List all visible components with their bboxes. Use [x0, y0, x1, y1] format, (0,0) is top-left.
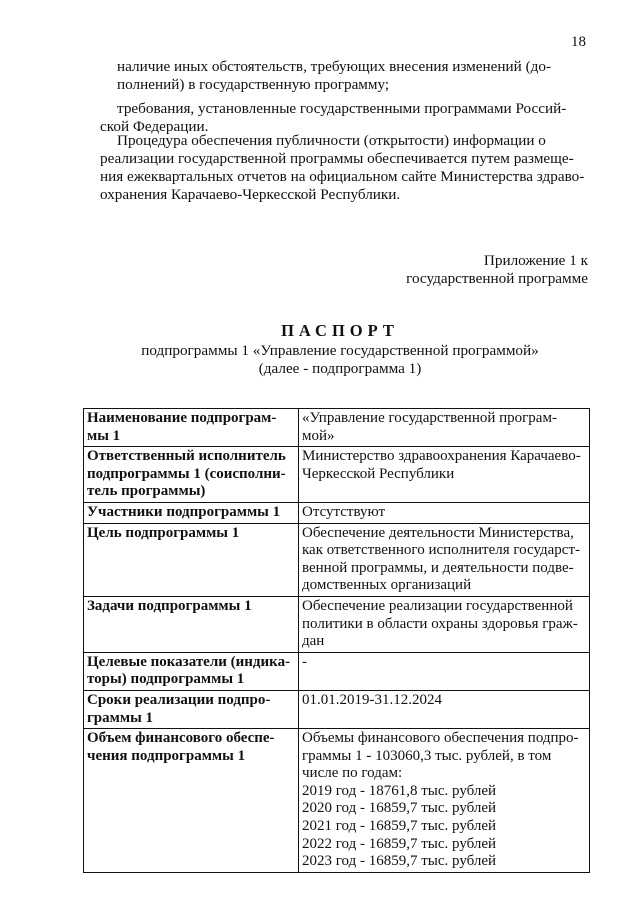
passport-field-name: [84, 729, 299, 873]
field-value-line: венной программы, и деятельности подве-: [302, 559, 574, 576]
field-name-line: Ответственный исполнитель: [87, 448, 286, 465]
field-value-line: Черкесской Республики: [302, 465, 455, 482]
passport-field-name: [84, 502, 299, 523]
subtitle-line: подпрограммы 1 «Управление государственной программой»: [141, 342, 539, 359]
field-name-line: мы 1: [87, 427, 121, 444]
passport-field-name: [84, 409, 299, 447]
passport-field-value: [299, 596, 590, 652]
text-line: полнений) в государственную программу;: [117, 76, 390, 93]
appendix-line: государственной программе: [406, 270, 588, 287]
appendix-reference: [406, 252, 588, 288]
text-line: наличие иных обстоятельств, требующих внесения изменений (до-: [117, 58, 552, 75]
paragraph-publicity-procedure: [100, 132, 587, 204]
text-line: ской Федерации.: [100, 118, 209, 135]
paragraph-federal-requirements: [100, 100, 587, 136]
field-value-line: 01.01.2019-31.12.2024: [302, 691, 442, 708]
paragraph-other-circumstances: [117, 58, 587, 94]
field-name-line: Задачи подпрограммы 1: [87, 597, 252, 614]
field-name-line: граммы 1: [87, 709, 154, 726]
field-name-line: Цель подпрограммы 1: [87, 524, 240, 541]
field-value-line: граммы 1 - 103060,3 тыс. рублей, в том: [302, 747, 552, 764]
field-value-line: 2021 год - 16859,7 тыс. рублей: [302, 818, 497, 835]
field-value-line: «Управление государственной програм-: [302, 410, 557, 426]
field-name-line: тель программы): [87, 483, 206, 500]
passport-field-name: [84, 652, 299, 690]
field-value-line: как ответственного исполнителя государст-: [302, 542, 581, 559]
field-value-line: 2022 год - 16859,7 тыс. рублей: [302, 835, 497, 852]
text-line: реализации государственной программы обеспечивается путем размеще-: [100, 150, 574, 167]
passport-row: [84, 409, 590, 447]
field-value-line: 2023 год - 16859,7 тыс. рублей: [302, 853, 497, 870]
passport-field-value: [299, 729, 590, 873]
text-line: Процедура обеспечения публичности (открытости) информации о: [117, 132, 546, 149]
field-value-line: Обеспечение деятельности Министерства,: [302, 524, 574, 541]
passport-row: [84, 523, 590, 596]
field-value-line: Объемы финансового обеспечения подпро-: [302, 730, 579, 747]
field-value-line: числе по годам:: [302, 765, 403, 782]
field-value-line: домственных организаций: [302, 577, 472, 594]
field-value-line: Отсутствуют: [302, 503, 386, 520]
passport-row: [84, 652, 590, 690]
field-name-line: Наименование подпрограм-: [87, 410, 277, 426]
passport-subtitle: [0, 342, 640, 378]
passport-field-value: [299, 447, 590, 503]
appendix-line: Приложение 1 к: [483, 252, 588, 269]
field-value-line: политики в области охраны здоровья граж-: [302, 615, 578, 632]
passport-row: [84, 729, 590, 873]
subtitle-line: (далее - подпрограмма 1): [258, 360, 422, 377]
passport-field-name: [84, 596, 299, 652]
passport-title: ПАСПОРТ: [281, 321, 399, 340]
field-name-line: Участники подпрограммы 1: [87, 503, 281, 520]
field-value-line: -: [302, 653, 307, 670]
passport-field-name: [84, 523, 299, 596]
passport-row: [84, 502, 590, 523]
field-name-line: чения подпрограммы 1: [87, 747, 246, 764]
passport-table-body: [84, 409, 590, 873]
passport-field-name: [84, 690, 299, 728]
passport-row: [84, 690, 590, 728]
field-name-line: Целевые показатели (индика-: [87, 653, 291, 670]
passport-field-value: [299, 502, 590, 523]
passport-field-value: [299, 690, 590, 728]
passport-table: [83, 408, 590, 873]
passport-field-value: [299, 652, 590, 690]
field-value-line: дан: [302, 633, 325, 650]
passport-field-value: [299, 523, 590, 596]
field-value-line: мой»: [302, 427, 335, 444]
field-name-line: Сроки реализации подпро-: [87, 691, 271, 708]
field-value-line: 2019 год - 18761,8 тыс. рублей: [302, 782, 497, 799]
page-number: 18: [571, 34, 586, 50]
text-line: ния ежеквартальных отчетов на официальном сайте Министерства здраво-: [100, 168, 585, 185]
field-name-line: торы) подпрограммы 1: [87, 671, 245, 688]
passport-row: [84, 596, 590, 652]
passport-row: [84, 447, 590, 503]
text-line: требования, установленные государственными программами Россий-: [117, 100, 567, 117]
field-name-line: Объем финансового обеспе-: [87, 730, 275, 747]
field-value-line: 2020 год - 16859,7 тыс. рублей: [302, 800, 497, 817]
field-value-line: Обеспечение реализации государственной: [302, 597, 573, 614]
field-name-line: подпрограммы 1 (соисполни-: [87, 465, 286, 482]
text-line: охранения Карачаево-Черкесской Республики.: [100, 186, 401, 203]
passport-field-value: [299, 409, 590, 447]
field-value-line: Министерство здравоохранения Карачаево-: [302, 448, 581, 465]
passport-field-name: [84, 447, 299, 503]
